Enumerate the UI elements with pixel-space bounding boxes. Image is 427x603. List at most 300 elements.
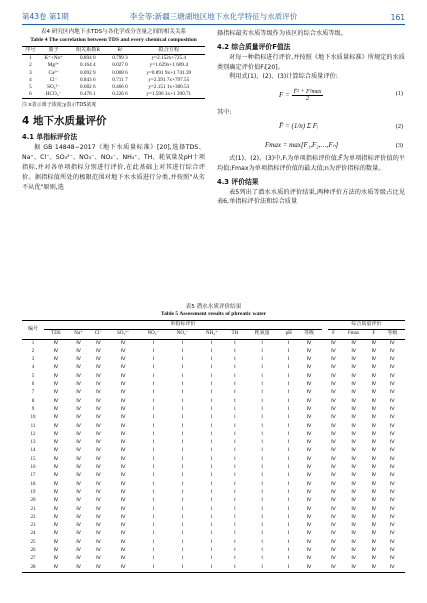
table5-cell: Ⅰ [211,415,213,421]
subsection-heading-4-2: 4.2 综合质量评价F值法 [217,42,291,51]
table5-row [22,481,405,489]
table5-column-header: NH₄⁺ [205,331,218,337]
table5-cell: Ⅳ [331,506,336,512]
table5-title-en: Table 5 Assessment results of phreatic water [160,311,267,317]
table5-row-id: 4 [31,365,35,371]
table5-cell: Ⅳ [306,465,312,471]
table5-cell: Ⅳ [390,431,395,437]
table5-cell: Ⅳ [351,431,356,437]
header-rule [22,24,405,25]
table5-cell: Ⅳ [371,473,377,479]
table5-row-id: 3 [31,357,35,363]
table5-cell: Ⅳ [306,498,312,504]
table5-cell: Ⅳ [331,398,336,404]
table5-cell: Ⅳ [390,448,395,454]
table5-cell: Ⅳ [390,514,395,520]
table5-cell: Ⅳ [371,514,377,520]
table5-row-id: 15 [30,456,36,462]
table5-cell: Ⅳ [76,523,81,529]
table5-cell: Ⅰ [181,481,184,487]
table5-cell: Ⅳ [76,431,81,437]
table5-cell: Ⅳ [371,489,377,495]
table5-cell: Ⅰ [181,531,184,537]
table5-cell: Ⅰ [261,406,263,412]
table5-group-comprehensive: 综合质量评价 [328,321,405,330]
table4-cell: 1 [29,55,32,62]
subsection-heading-4-1: 4.1 单指标评价法 [22,133,78,142]
eq3-number: (3) [395,141,403,149]
table5-cell: Ⅳ [76,357,81,363]
table5-cell: Ⅰ [234,556,236,562]
table5-cell: Ⅳ [331,365,336,371]
table5-cell: Ⅰ [261,456,263,462]
table5-cell: Ⅳ [371,481,377,487]
table5-cell: Ⅳ [76,564,81,570]
table5-cell: Ⅳ [53,498,59,504]
table5-cell: Ⅰ [261,473,263,479]
table5-cell: Ⅰ [211,556,213,562]
table5-cell: Ⅰ [261,481,263,487]
table5-cell: Ⅰ [288,514,290,520]
table5-cell: Ⅰ [288,373,290,379]
table5-cell: Ⅰ [261,489,263,495]
table5-cell: Ⅳ [306,489,312,495]
table5-cell: Ⅰ [152,523,155,529]
table5-cell: Ⅰ [152,357,155,363]
table5-row-id: 27 [30,556,36,562]
table5-cell: Ⅳ [53,406,59,412]
table5-cell: Ⅰ [288,340,290,346]
table5-cell: Ⅳ [331,440,336,446]
subsection-heading-4-3: 4.3 评价结果 [217,177,259,186]
table4-cell: K⁺+Na⁺ [44,55,63,62]
table5-cell: Ⅳ [53,465,59,471]
table5-cell: Ⅳ [120,373,126,379]
table4-cell: 0.682 6 [80,84,96,91]
table5-cell: Ⅰ [211,473,213,479]
table5-cell: Ⅰ [181,357,184,363]
table5-cell: Ⅳ [390,440,395,446]
table5-cell: Ⅰ [288,348,290,354]
table5-cell: Ⅰ [211,431,213,437]
table5-row [22,381,405,389]
table5-row-id: 7 [31,390,35,396]
table5-cell: Ⅳ [331,531,336,537]
table5-cell: Ⅳ [120,348,126,354]
table5-cell: Ⅳ [351,423,356,429]
table4-cell: 0.466 0 [112,84,128,91]
table5-cell: Ⅳ [76,373,81,379]
table5-cell: Ⅳ [120,556,126,562]
table5-cell: Ⅳ [306,506,312,512]
table5-cell: Ⅰ [152,406,155,412]
table4-cell: y=1.596 3x+1 390.71 [146,91,192,98]
table5-cell: Ⅰ [234,473,236,479]
table5-cell: Ⅰ [181,539,184,545]
table5-cell: Ⅳ [76,423,81,429]
table5-cell: Ⅳ [96,531,101,537]
table5-cell: Ⅳ [331,357,336,363]
table5-cell: Ⅳ [371,448,377,454]
table5-cell: Ⅳ [351,382,356,388]
table5-column-header: F [372,331,376,337]
table4-cell: 2 [29,62,32,69]
table5-cell: Ⅰ [234,548,236,554]
paragraph: 对每一种指标进行评价,并按照《地下水质量标准》所规定的水质类别确定评价值Fᵢ[20]。 [217,53,405,71]
table5-column-row [22,330,405,339]
table5-cell: Ⅰ [261,431,263,437]
table5-cell: Ⅳ [76,481,81,487]
table5-cell: Ⅰ [261,382,263,388]
table5-column-header: Cl⁻ [94,331,103,337]
table5-row-id: 5 [31,373,35,379]
table5-cell: Ⅳ [351,448,356,454]
table5-cell: Ⅰ [181,514,184,520]
equation-3 [217,138,405,154]
table5-cell: Ⅰ [211,440,213,446]
table5-cell: Ⅰ [181,448,184,454]
table4-body [22,55,205,99]
table5-cell: Ⅳ [351,340,356,346]
table5-row [22,423,405,431]
table5-cell: Ⅳ [390,390,395,396]
table5-cell: Ⅰ [181,398,184,404]
table5-cell: Ⅰ [152,506,155,512]
table5-cell: Ⅰ [288,506,290,512]
table5-cell: Ⅳ [371,357,377,363]
table5-cell: Ⅰ [234,398,236,404]
table5-row [22,406,405,414]
running-header [22,8,405,22]
table5-cell: Ⅰ [181,340,184,346]
table5-cell: Ⅳ [53,556,59,562]
table5-cell: Ⅳ [351,348,356,354]
table5-cell: Ⅳ [371,398,377,404]
table5-row-id: 20 [30,498,36,504]
table5-cell: Ⅳ [120,406,126,412]
table5-cell: Ⅰ [152,556,155,562]
table5-column-header: 等级 [304,331,315,337]
table5-cell: Ⅰ [288,398,290,404]
table5-cell: Ⅳ [96,481,101,487]
table5-cell: Ⅳ [331,539,336,545]
table4-cell: 5 [29,84,32,91]
table5-cell: Ⅳ [120,481,126,487]
table5-cell: Ⅳ [390,481,395,487]
table5-row [22,489,405,497]
table5-cell: Ⅰ [152,548,155,554]
table5-cell: Ⅳ [53,398,59,404]
table5-cell: Ⅰ [261,539,263,545]
table5-cell: Ⅳ [390,373,395,379]
table5-row-id: 12 [30,431,36,437]
table5-cell: Ⅰ [234,390,236,396]
table5-cell: Ⅰ [261,531,263,537]
table5-row-id: 21 [30,506,36,512]
table5-cell: Ⅳ [96,357,101,363]
table5-column-header: 耗氧量 [254,331,270,337]
table5-cell: Ⅳ [351,440,356,446]
table5-cell: Ⅰ [211,531,213,537]
page-number: 161 [390,13,405,22]
table5-cell: Ⅳ [351,531,356,537]
table5-cell: Ⅰ [211,564,213,570]
table5-cell: Ⅰ [211,406,213,412]
table5-cell: Ⅰ [152,382,155,388]
table5-cell: Ⅳ [53,481,59,487]
table5-cell: Ⅳ [331,340,336,346]
table5-cell: Ⅳ [306,473,312,479]
table5-cell: Ⅰ [152,489,155,495]
table5-cell: Ⅰ [152,531,155,537]
table5-cell: Ⅰ [261,548,263,554]
table5-cell: Ⅳ [96,473,101,479]
table5-cell: Ⅳ [53,415,59,421]
table5-cell: Ⅰ [234,382,236,388]
table5-cell: Ⅰ [181,523,184,529]
equation-1 [217,82,405,108]
table4-row [22,62,205,69]
table5-cell: Ⅰ [288,465,290,471]
table5-row [22,514,405,522]
table5-group-row [22,321,405,330]
table5-cell: Ⅰ [234,357,236,363]
table4-column-header: 相关系数R [75,47,100,53]
table5-row [22,564,405,573]
table5-cell: Ⅰ [211,357,213,363]
table5-row-id: 14 [30,448,36,454]
table5-cell: Ⅰ [152,390,155,396]
table5-cell: Ⅳ [331,548,336,554]
table5-row [22,456,405,464]
table5-cell: Ⅳ [306,357,312,363]
table5-cell: Ⅳ [306,556,312,562]
table5-row [22,356,405,364]
table5-cell: Ⅳ [390,473,395,479]
table5-cell: Ⅰ [211,373,213,379]
table5-cell: Ⅳ [120,431,126,437]
table5-cell: Ⅳ [53,357,59,363]
table5-cell: Ⅳ [120,523,126,529]
table5-cell: Ⅳ [76,465,81,471]
table5-cell: Ⅳ [76,498,81,504]
table5-cell: Ⅳ [331,489,336,495]
table5-cell: Ⅰ [211,348,213,354]
table5-cell: Ⅳ [371,523,377,529]
table5-cell: Ⅰ [234,531,236,537]
table5-cell: Ⅳ [351,489,356,495]
table5-cell: Ⅳ [96,465,101,471]
eq1-lhs: F = [279,91,290,100]
table5-cell: Ⅳ [53,523,59,529]
table5-cell: Ⅳ [371,556,377,562]
table5-cell: Ⅳ [76,448,81,454]
table5-cell: Ⅰ [181,465,184,471]
table5-cell: Ⅰ [234,489,236,495]
table5-cell: Ⅳ [351,481,356,487]
table5-cell: Ⅰ [288,423,290,429]
table5-cell: Ⅰ [152,348,155,354]
table5-cell: Ⅰ [181,489,184,495]
table5-cell: Ⅳ [351,498,356,504]
table5-cell: Ⅳ [96,431,101,437]
table5-cell: Ⅰ [288,531,290,537]
table5-cell: Ⅳ [120,506,126,512]
table5-cell: Ⅳ [53,423,59,429]
table5-cell: Ⅳ [371,548,377,554]
table5-cell: Ⅰ [288,456,290,462]
table5-cell: Ⅳ [76,548,81,554]
table5-cell: Ⅰ [181,348,184,354]
table5-cell: Ⅳ [53,489,59,495]
table5-cell: Ⅳ [53,348,59,354]
table5-cell: Ⅰ [234,523,236,529]
table5-cell: Ⅳ [331,456,336,462]
table5-cell: Ⅰ [288,548,290,554]
table5-cell: Ⅳ [96,448,101,454]
journal-volume: 第43卷 第1期 [22,12,69,21]
table5-cell: Ⅰ [211,506,213,512]
table5-cell: Ⅰ [288,406,290,412]
table5-column-header: pH [285,331,292,337]
table5-cell: Ⅳ [331,348,336,354]
table5-cell: Ⅳ [390,531,395,537]
table5-row [22,439,405,447]
table5-cell: Ⅰ [234,506,236,512]
table5-column-header: NO₃⁻ [147,331,160,337]
table5-cell: Ⅳ [120,531,126,537]
table5-cell: Ⅰ [234,340,236,346]
table5-cell: Ⅳ [76,473,81,479]
table5-cell: Ⅰ [261,440,263,446]
table5-cell: Ⅰ [211,514,213,520]
paragraph: 表5列出了潜水水质的评价结果,两种评价方法的水质等级占比见表6,单指标评价法和综合质量 [217,188,405,206]
table5-cell: Ⅳ [371,465,377,471]
table5-cell: Ⅰ [211,465,213,471]
table5-cell: Ⅳ [120,465,126,471]
table5-cell: Ⅳ [371,406,377,412]
table5-cell: Ⅳ [53,448,59,454]
table5-cell: Ⅳ [53,506,59,512]
table5-cell: Ⅳ [76,531,81,537]
table5-row-id: 10 [30,415,36,421]
table5-cell: Ⅰ [261,357,263,363]
table5-cell: Ⅳ [371,390,377,396]
table5-row [22,348,405,356]
table5-cell: Ⅳ [306,340,312,346]
table5-cell: Ⅰ [152,373,155,379]
table4-cell: SO₄²⁻ [47,84,60,91]
table5-cell: Ⅳ [96,514,101,520]
table5-cell: Ⅳ [351,398,356,404]
table5-column-header: F̄ [332,331,335,337]
table5-cell: Ⅳ [96,440,101,446]
table5-cell: Ⅳ [390,465,395,471]
table5-row [22,522,405,530]
table5-cell: Ⅳ [390,357,395,363]
table5-cell: Ⅳ [96,348,101,354]
paragraph: 据 GB 14848−2017《地下水质量标准》[20],选择TDS、Na⁺、Cl⁻、SO₄²⁻、NO₃⁻、NO₂⁻、NH₄⁺、TH、耗氧量及pH十项指标,并对各单项指标分别进行评价,在此基础上对其进行综合评价。据指标值所处的极限范围对地下水水质进行分类,并按照"从劣不从优"原则,选 [22,144,205,191]
table4-row [22,55,205,63]
table5-cell: Ⅰ [152,456,155,462]
table4-cell: y=0.891 9x+1 741.39 [146,69,192,76]
article-running-title: 李全等:新疆三塘湖地区地下水化学特征与水质评价 [129,12,298,21]
table5-column-header: SO₄²⁻ [117,331,130,337]
table5-cell: Ⅰ [181,415,184,421]
paragraph: 式(1)、(2)、(3)中,Fᵢ为单项指标评价值;F̄为单项指标评价值的平均值;Fmax为单项指标评价值的最大值;n为评价指标的数量。 [217,154,405,172]
table5-cell: Ⅳ [331,473,336,479]
table5-cell: Ⅰ [152,365,155,371]
table5-cell: Ⅳ [120,489,126,495]
table5-cell: Ⅳ [371,373,377,379]
table5-cell: Ⅳ [390,548,395,554]
table5-cell: Ⅳ [306,406,312,412]
table5-cell: Ⅳ [120,398,126,404]
table5-cell: Ⅰ [181,365,184,371]
eq3-expression: Fmax = max[F₁,F₂,…,Fₙ] [265,140,339,149]
table5-cell: Ⅳ [96,415,101,421]
table5-cell: Ⅰ [152,564,155,570]
table5-cell: Ⅳ [76,456,81,462]
table5-cell: Ⅰ [152,440,155,446]
table5-cell: Ⅳ [76,415,81,421]
table5-cell: Ⅰ [288,448,290,454]
table5-cell: Ⅰ [152,481,155,487]
table5-cell: Ⅳ [390,348,395,354]
table5-cell: Ⅰ [234,539,236,545]
table5-cell: Ⅳ [76,539,81,545]
equation-2 [217,118,405,138]
table5-cell: Ⅳ [331,373,336,379]
table5-cell: Ⅳ [331,481,336,487]
table4-title-cn: 表4 研究区内地下水TDS与各化学成分含量之间的相关关系 [40,29,187,35]
table5-cell: Ⅳ [351,456,356,462]
table5-cell: Ⅰ [234,448,236,454]
table5-cell: Ⅳ [371,382,377,388]
table4-cell: 6 [29,91,32,98]
table5-cell: Ⅳ [331,406,336,412]
table5-cell: Ⅰ [288,473,290,479]
table5-cell: Ⅳ [306,423,312,429]
table5-cell: Ⅳ [390,498,395,504]
table5-cell: Ⅳ [96,365,101,371]
table5-column-header: TH [231,331,239,337]
table4-column-header: 拟合方程 [158,47,180,53]
table5-cell: Ⅳ [351,473,356,479]
table5-row [22,431,405,439]
table5-cell: Ⅳ [390,523,395,529]
table5-cell: Ⅳ [390,564,395,570]
table5-row-id: 9 [31,406,35,412]
table5-cell: Ⅳ [120,514,126,520]
table5-row-id: 13 [30,440,36,446]
table5-cell: Ⅰ [288,539,290,545]
table5-cell: Ⅰ [152,340,155,346]
table5-cell: Ⅰ [261,564,263,570]
table5-cell: Ⅳ [120,382,126,388]
table5-cell: Ⅳ [390,556,395,562]
table5-cell: Ⅳ [96,564,101,570]
table5-cell: Ⅰ [261,348,263,354]
table5-cell: Ⅰ [181,498,184,504]
table5-cell: Ⅳ [96,456,101,462]
table5-row-id: 18 [30,481,36,487]
table5-cell: Ⅳ [371,365,377,371]
table5-cell: Ⅳ [120,415,126,421]
table5-cell: Ⅳ [76,365,81,371]
table5-cell: Ⅰ [234,465,236,471]
table5-cell: Ⅳ [371,498,377,504]
